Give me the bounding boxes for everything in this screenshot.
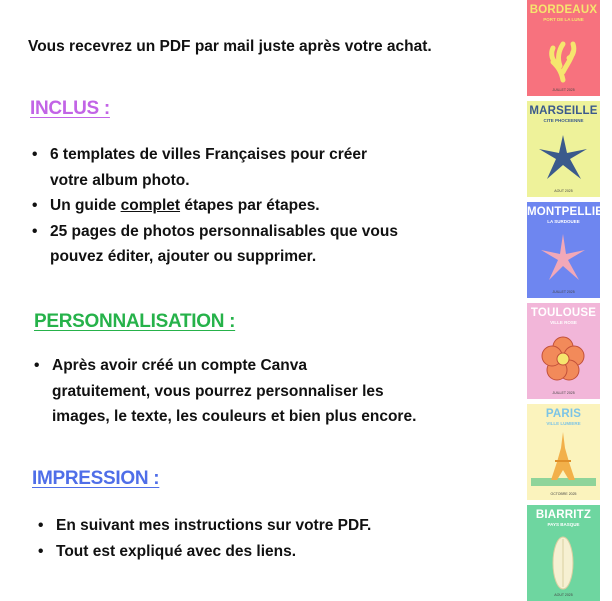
poster-city: BIARRITZ [535,509,592,521]
poster-subtitle: VILLE ROSE [550,320,577,325]
poster-date: JUILLET 2025 [552,290,575,294]
list-item [36,513,456,539]
heading-impression: IMPRESSION : [32,468,160,489]
list-item [36,539,456,565]
item-line: Après avoir créé un compte Canva [52,357,307,374]
poster-subtitle: LA SURDOUEE [547,219,580,224]
poster-date: AOUT 2025 [554,189,573,193]
item-line: gratuitement, vous pourrez personnaliser les [52,382,384,400]
coral-icon [527,22,600,86]
poster-strip [527,0,612,600]
item-line: votre album photo. [50,171,190,189]
item-line: 25 pages de photos personnalisables que vous [50,222,398,240]
poster-city: TOULOUSE [530,307,597,319]
poster-toulouse [527,303,600,399]
poster-city: PARIS [545,408,582,420]
poster-bordeaux [527,0,600,96]
item-text: étapes par étapes. [180,197,320,214]
eiffel-tower-icon [527,426,600,490]
list-item [30,193,430,219]
item-text: En suivant mes instructions sur votre PDF. [56,517,372,534]
item-text: Tout est expliqué avec des liens. [56,542,297,560]
surfboard-icon [527,527,600,591]
item-line: images, le texte, les couleurs et bien plus encore. [52,408,417,425]
poster-subtitle: PAYS BASQUE [547,522,580,527]
heading-inclus: INCLUS : [30,98,110,119]
poster-date: JUILLET 2025 [552,391,575,395]
poster-date: OCTOBRE 2025 [550,492,577,496]
poster-date: JUILLET 2025 [552,88,575,92]
poster-subtitle: CITE PHOCEENNE [543,118,584,123]
flower-icon [527,325,600,389]
list-inclus [30,142,430,270]
poster-city: MONTPELLIER [527,206,612,218]
poster-subtitle: VILLE LUMIERE [546,421,581,426]
list-item [30,142,430,193]
star-icon [527,224,600,288]
list-item [32,353,452,430]
item-line: 6 templates de villes Françaises pour créer [50,146,368,163]
list-impression [36,513,456,564]
poster-subtitle: PORT DE LA LUNE [543,17,584,22]
poster-city: MARSEILLE [529,105,598,117]
poster-date: AOUT 2025 [554,593,573,597]
intro-text: Vous recevrez un PDF par mail juste après votre achat. [28,38,432,55]
item-line: pouvez éditer, ajouter ou supprimer. [50,248,317,265]
poster-biarritz [527,505,600,601]
heading-personnalisation: PERSONNALISATION : [34,311,236,332]
underlined-word: complet [120,197,181,214]
poster-city: BORDEAUX [529,4,598,16]
starfish-icon [527,123,600,187]
poster-montpellier [527,202,612,298]
list-item [30,219,430,270]
item-text: Un guide [50,197,121,214]
poster-paris [527,404,600,500]
poster-marseille [527,101,600,197]
list-personnalisation [32,353,452,430]
